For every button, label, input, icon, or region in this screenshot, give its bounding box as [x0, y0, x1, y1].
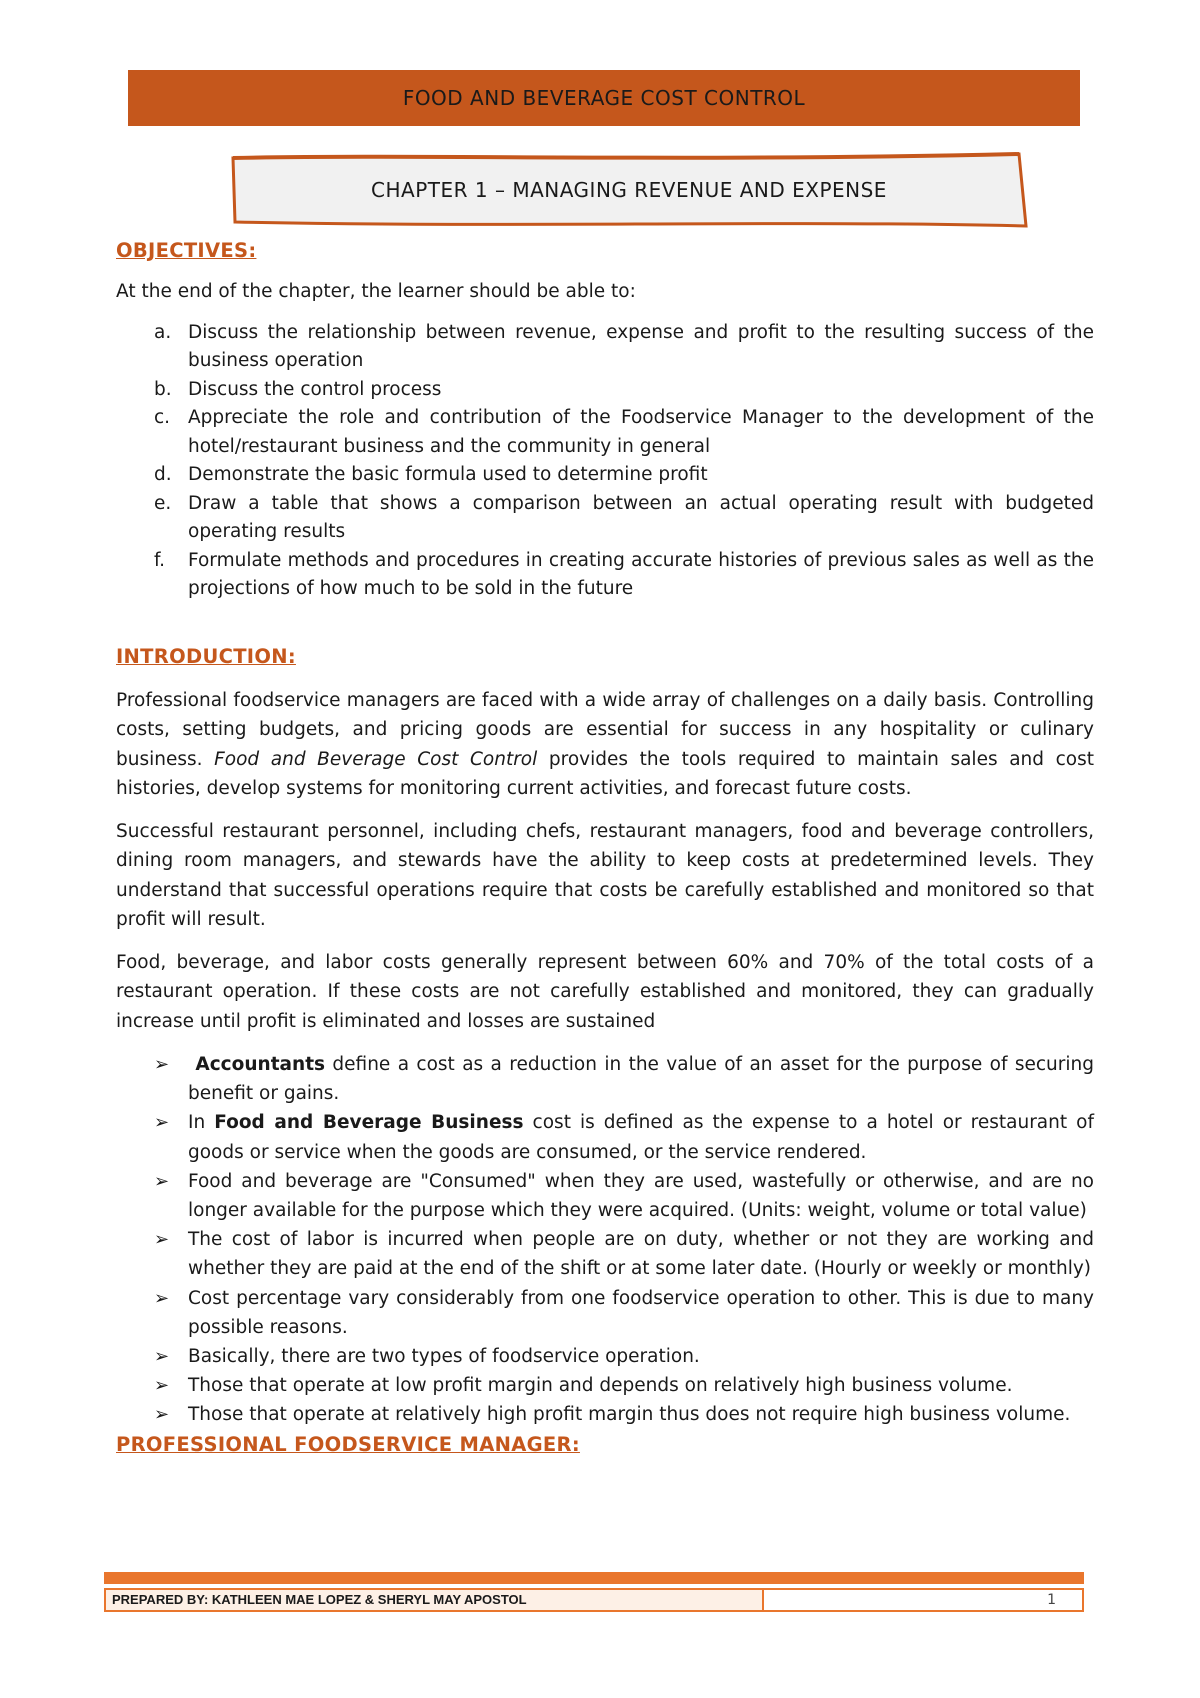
chapter-title: CHAPTER 1 – MANAGING REVENUE AND EXPENSE — [371, 178, 887, 202]
list-item: ➢ Cost percentage vary considerably from one foodservice operation to other. This is due to many possible reasons. — [116, 1284, 1094, 1342]
list-item: e. Draw a table that shows a comparison between an actual operating result with budgeted operating results — [154, 492, 1094, 542]
objectives-list — [116, 319, 1094, 604]
objectives-heading: OBJECTIVES: — [116, 239, 257, 262]
footer-accent-bar — [104, 1572, 1084, 1584]
footer-prepared-by: PREPARED BY: KATHLEEN MAE LOPEZ & SHERYL MAY APOSTOL — [106, 1590, 764, 1610]
list-item: ➢ Food and beverage are "Consumed" when they are used, wastefully or otherwise, and are no longer available for the purpose which they were acquired. (Units: weight, volume or total value) — [116, 1167, 1094, 1225]
arrow-bullet-icon: ➢ — [154, 1404, 170, 1426]
arrow-bullet-icon: ➢ — [154, 1287, 170, 1309]
list-item: ➢ Those that operate at low profit margin and depends on relatively high business volume. — [116, 1371, 1094, 1400]
list-item: ➢ The cost of labor is incurred when people are on duty, whether or not they are working and whether they are paid at the end of the shift or at some later date. (Hourly or weekly or monthly) — [116, 1225, 1094, 1283]
objectives-lead: At the end of the chapter, the learner should be able to: — [116, 281, 636, 302]
list-item: ➢ Those that operate at relatively high profit margin thus does not require high business volume. — [116, 1400, 1094, 1429]
cost-definitions-list — [116, 1050, 1094, 1430]
course-title-banner — [128, 70, 1080, 126]
intro-paragraph-2: Successful restaurant personnel, including chefs, restaurant managers, food and beverage controllers, dining room managers, and stewards have the ability to keep costs at predetermined levels. They understand that successful operations require that costs be carefully established and monitored so that profit will result. — [116, 820, 1094, 930]
intro-paragraph-3: Food, beverage, and labor costs generally represent between 60% and 70% of the total costs of a restaurant operation. If these costs are not carefully established and monitored, they can gradually increase until profit is eliminated and losses are sustained — [116, 951, 1094, 1032]
list-item: ➢ Basically, there are two types of foodservice operation. — [116, 1342, 1094, 1371]
list-item: c. Appreciate the role and contribution of the Foodservice Manager to the development of the hotel/restaurant business and the community in general — [154, 407, 1094, 457]
arrow-bullet-icon: ➢ — [154, 1346, 170, 1368]
arrow-bullet-icon: ➢ — [154, 1170, 170, 1192]
chapter-title-box — [229, 152, 1029, 228]
arrow-bullet-icon: ➢ — [154, 1112, 170, 1134]
intro-paragraph-1: Professional foodservice managers are faced with a wide array of challenges on a daily basis. Controlling costs, setting budgets, and pricing goods are essential for success in any hospitality or culinary business. Food and Beverage Cost Control provides the tools required to maintain sales and cost histories, develop systems for monitoring current activities, and forecast future costs. — [116, 689, 1094, 799]
list-item: ➢ In Food and Beverage Business cost is defined as the expense to a hotel or restaurant of goods or service when the goods are consumed, or the service rendered. — [116, 1108, 1094, 1166]
page-number: 1 — [1047, 1592, 1056, 1608]
arrow-bullet-icon: ➢ — [154, 1229, 170, 1251]
arrow-bullet-icon: ➢ — [154, 1054, 170, 1075]
arrow-bullet-icon: ➢ — [154, 1375, 170, 1397]
main-content — [116, 236, 1094, 1460]
list-item: f. Formulate methods and procedures in creating accurate histories of previous sales as well as the projections of how much to be sold in the future — [154, 549, 1094, 599]
page-footer — [104, 1588, 1084, 1612]
introduction-heading: INTRODUCTION: — [116, 644, 296, 668]
list-item: d. Demonstrate the basic formula used to determine profit — [154, 464, 708, 485]
list-item: b. Discuss the control process — [154, 378, 442, 400]
list-item: ➢ Accountants define a cost as a reduction in the value of an asset for the purpose of securing benefit or gains. — [116, 1050, 1094, 1108]
course-title: FOOD AND BEVERAGE COST CONTROL — [402, 86, 806, 110]
professional-foodservice-manager-heading: PROFESSIONAL FOODSERVICE MANAGER: — [116, 1432, 580, 1456]
list-item: a. Discuss the relationship between revenue, expense and profit to the resulting success of the business operation — [154, 321, 1094, 371]
